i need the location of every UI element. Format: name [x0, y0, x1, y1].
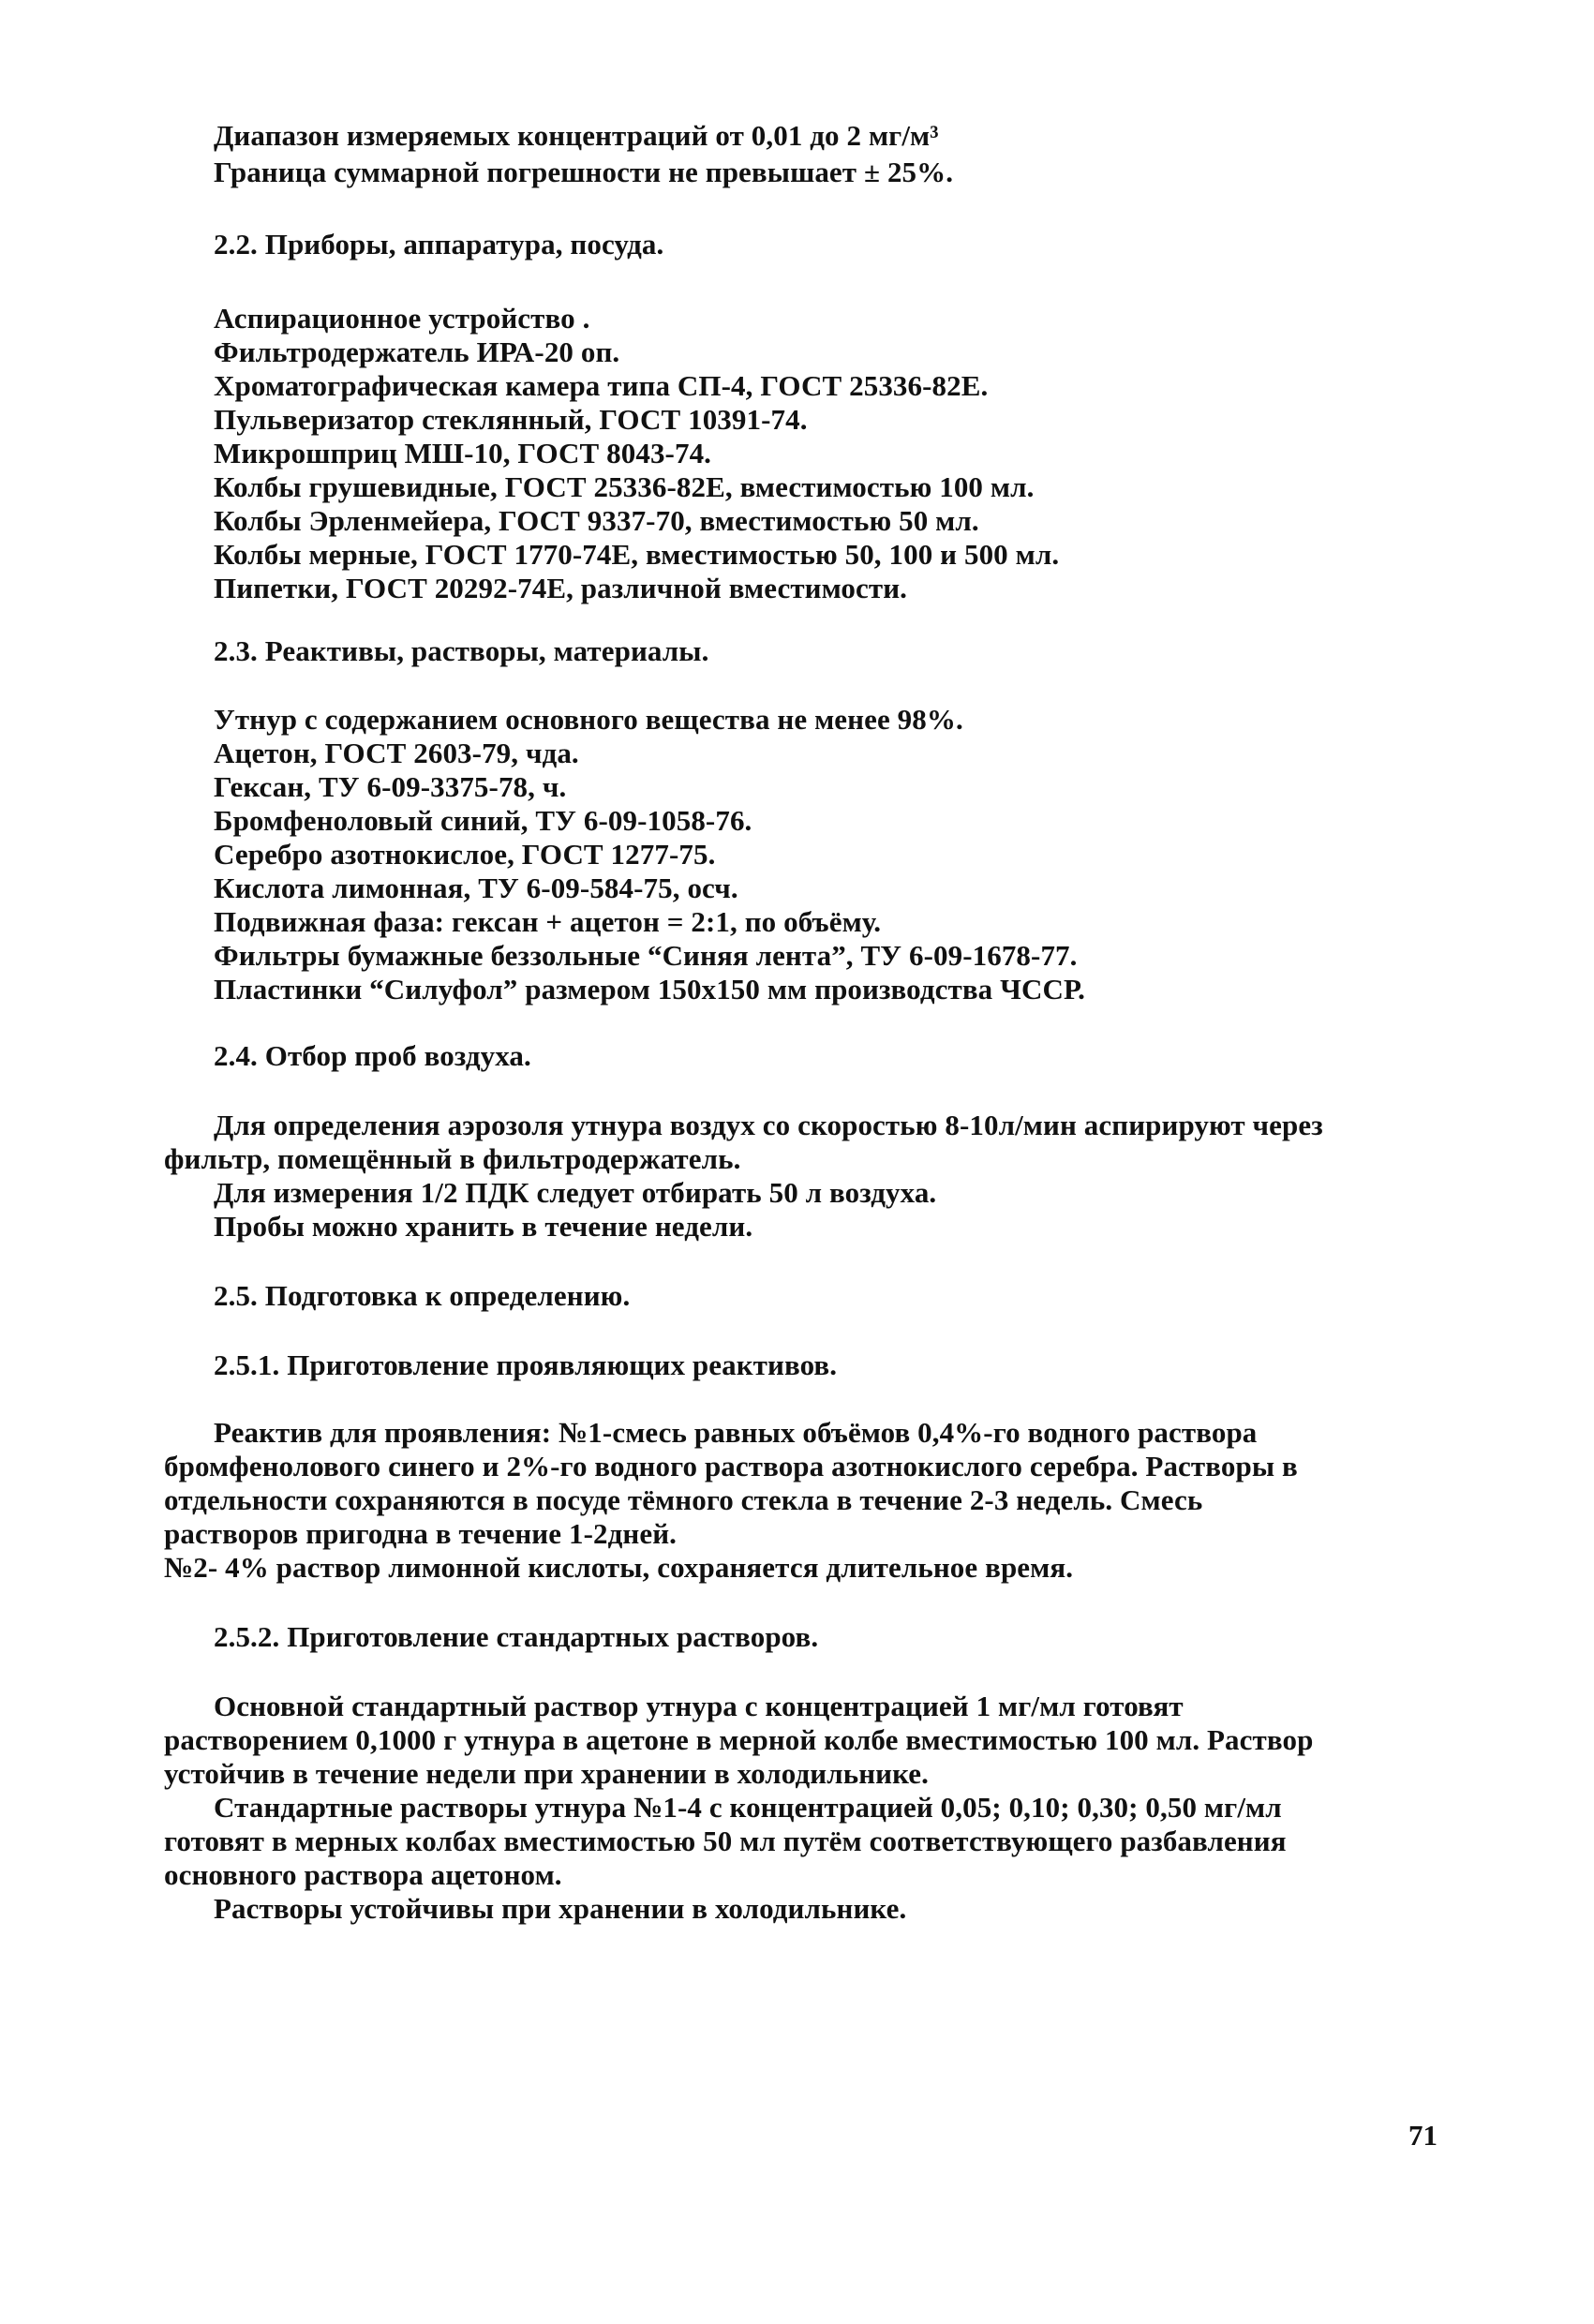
section-2-3-heading: 2.3. Реактивы, растворы, материалы.	[214, 634, 709, 667]
reagent-item: Пластинки “Силуфол” размером 150х150 мм производства ЧССР.	[214, 973, 1085, 1006]
sampling-paragraph: Для определения аэрозоля утнура воздух со скоростью 8-10л/мин аспирируют через	[214, 1109, 1323, 1141]
standards-paragraph: готовят в мерных колбах вместимостью 50 мл путём соответствующего разбавления	[164, 1825, 1287, 1857]
standards-paragraph: Растворы устойчивы при хранении в холодильнике.	[214, 1892, 907, 1925]
section-2-5-2-heading: 2.5.2. Приготовление стандартных растворов.	[214, 1620, 819, 1653]
section-2-4-heading: 2.4. Отбор проб воздуха.	[214, 1039, 531, 1072]
reagent-item: Бромфеноловый синий, ТУ 6-09-1058-76.	[214, 804, 752, 837]
standards-paragraph: Стандартные растворы утнура №1-4 с концентрацией 0,05; 0,10; 0,30; 0,50 мг/мл	[214, 1791, 1282, 1824]
page-number: 71	[1408, 2119, 1438, 2152]
section-2-5-heading: 2.5. Подготовка к определению.	[214, 1279, 631, 1312]
reagent-item: Подвижная фаза: гексан + ацетон = 2:1, по объёму.	[214, 905, 882, 938]
equipment-item: Микрошприц МШ-10, ГОСТ 8043-74.	[214, 437, 712, 469]
equipment-item: Фильтродержатель ИРА-20 оп.	[214, 335, 620, 368]
developer-paragraph: Реактив для проявления: №1-смесь равных объёмов 0,4%-го водного раствора	[214, 1416, 1258, 1449]
standards-paragraph: основного раствора ацетоном.	[164, 1858, 562, 1891]
standards-paragraph: Основной стандартный раствор утнура с концентрацией 1 мг/мл готовят	[214, 1690, 1184, 1722]
developer-paragraph: №2- 4% раствор лимонной кислоты, сохраняется длительное время.	[164, 1551, 1074, 1584]
standards-paragraph: растворением 0,1000 г утнура в ацетоне в мерной колбе вместимостью 100 мл. Раствор	[164, 1723, 1314, 1756]
equipment-item: Колбы Эрленмейера, ГОСТ 9337-70, вместимостью 50 мл.	[214, 504, 979, 537]
equipment-item: Хроматографическая камера типа СП-4, ГОСТ 25336-82Е.	[214, 369, 989, 402]
error-bound: Граница суммарной погрешности не превышает ± 25%.	[214, 156, 954, 188]
equipment-item: Колбы мерные, ГОСТ 1770-74Е, вместимостью 50, 100 и 500 мл.	[214, 538, 1060, 571]
equipment-item: Пульверизатор стеклянный, ГОСТ 10391-74.	[214, 403, 808, 436]
reagent-item: Серебро азотнокислое, ГОСТ 1277-75.	[214, 838, 716, 871]
equipment-item: Колбы грушевидные, ГОСТ 25336-82Е, вместимостью 100 мл.	[214, 470, 1035, 503]
reagent-item: Гексан, ТУ 6-09-3375-78, ч.	[214, 770, 567, 803]
developer-paragraph: растворов пригодна в течение 1-2дней.	[164, 1517, 678, 1550]
developer-paragraph: бромфенолового синего и 2%-го водного раствора азотнокислого серебра. Растворы в	[164, 1450, 1298, 1482]
sampling-paragraph: фильтр, помещённый в фильтродержатель.	[164, 1142, 741, 1175]
concentration-range: Диапазон измеряемых концентраций от 0,01 до 2 мг/м³	[214, 119, 939, 152]
developer-paragraph: отдельности сохраняются в посуде тёмного стекла в течение 2-3 недель. Смесь	[164, 1483, 1203, 1516]
reagent-item: Утнур с содержанием основного вещества не менее 98%.	[214, 703, 963, 736]
equipment-item: Пипетки, ГОСТ 20292-74Е, различной вместимости.	[214, 572, 908, 604]
standards-paragraph: устойчив в течение недели при хранении в холодильнике.	[164, 1757, 930, 1790]
sampling-paragraph: Для измерения 1/2 ПДК следует отбирать 50 л воздуха.	[214, 1176, 937, 1209]
sampling-paragraph: Пробы можно хранить в течение недели.	[214, 1210, 753, 1243]
reagent-item: Фильтры бумажные беззольные “Синяя лента”, ТУ 6-09-1678-77.	[214, 939, 1078, 972]
section-2-2-heading: 2.2. Приборы, аппаратура, посуда.	[214, 228, 664, 261]
reagent-item: Ацетон, ГОСТ 2603-79, чда.	[214, 737, 579, 769]
equipment-item: Аспирационное устройство .	[214, 302, 590, 335]
reagent-item: Кислота лимонная, ТУ 6-09-584-75, осч.	[214, 872, 738, 904]
section-2-5-1-heading: 2.5.1. Приготовление проявляющих реактивов.	[214, 1348, 838, 1381]
